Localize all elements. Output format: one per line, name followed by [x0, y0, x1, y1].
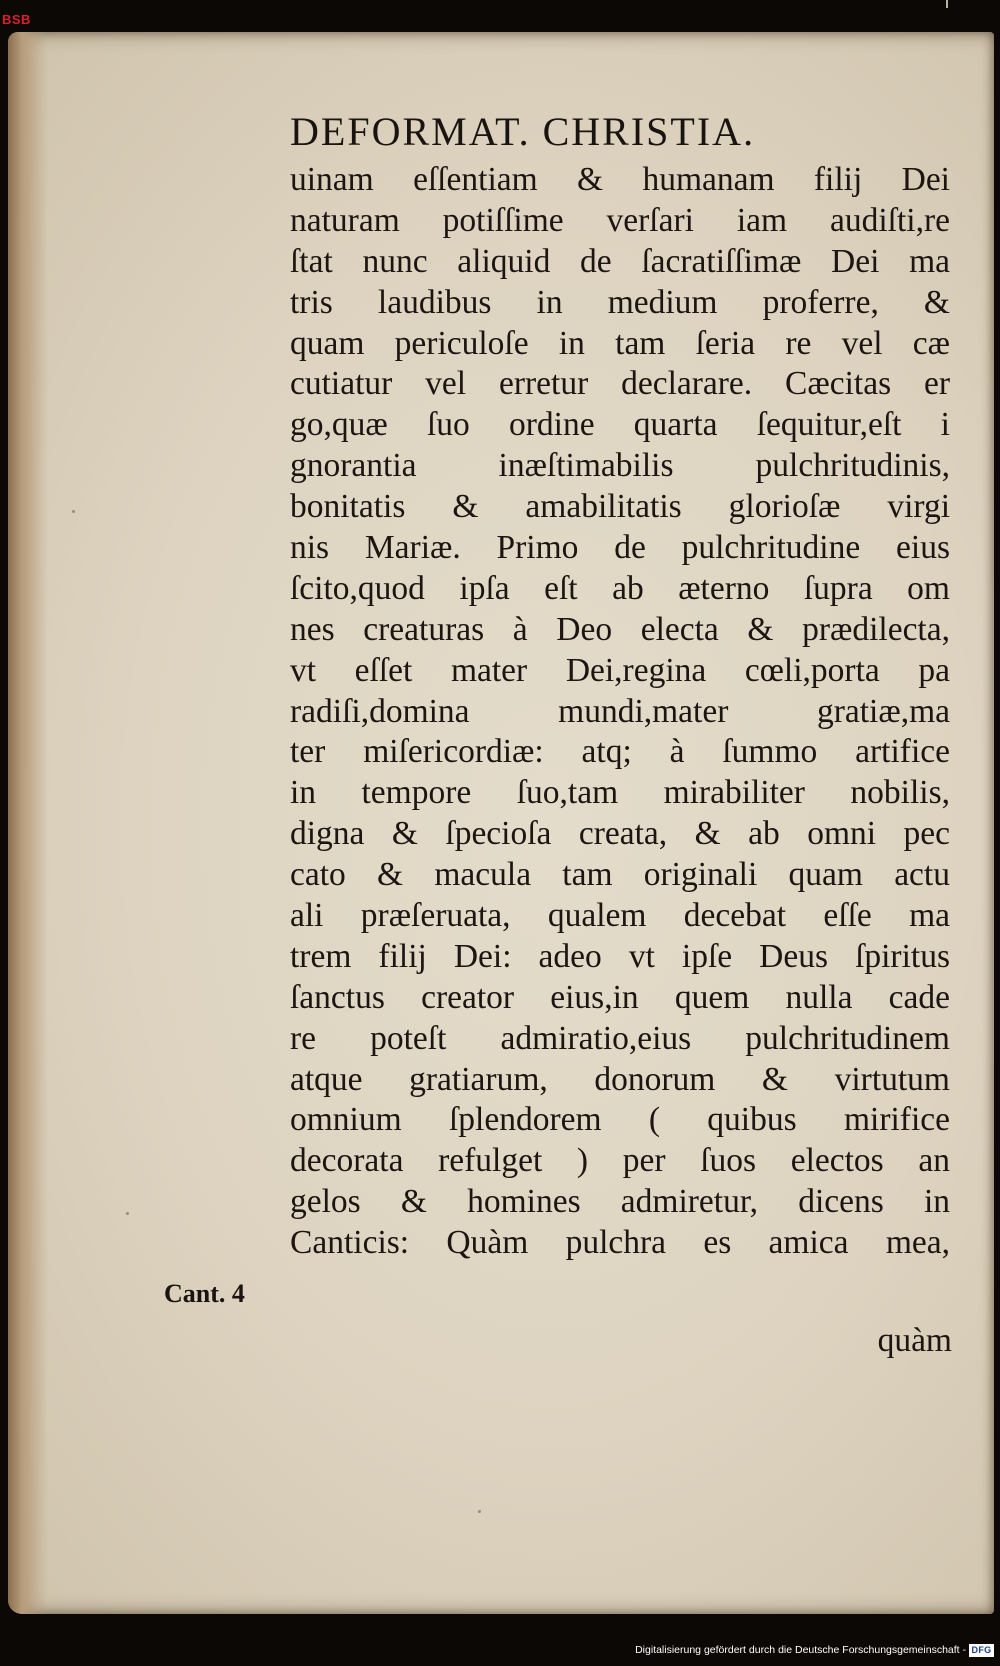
text-line: digna & ſpecioſa creata, & ab omni pec [290, 815, 950, 853]
text-line: atque gratiarum, donorum & virtutum [290, 1060, 950, 1098]
corner-tick-mark [946, 0, 948, 8]
page-gutter-shadow [8, 32, 48, 1614]
text-line: nes creaturas à Deo electa & prædilecta, [290, 610, 950, 648]
margin-note: Cant. 4 [164, 1279, 245, 1308]
dfg-logo: DFG [969, 1644, 994, 1657]
footer-bar [0, 1614, 1000, 1666]
text-line: ter miſericordiæ: atq; à ſummo artifice [290, 733, 950, 771]
paper-speck [72, 510, 75, 513]
text-line: Canticis: Quàm pulchra es amica mea, [290, 1224, 950, 1262]
text-line: vt eſſet mater Dei,regina cœli,porta pa [290, 651, 950, 689]
paper-speck [478, 1510, 481, 1513]
text-line: omnium ſplendorem ( quibus mirifice [290, 1101, 950, 1139]
text-line: gelos & homines admiretur, dicens in [290, 1183, 950, 1221]
catchword: quàm [877, 1322, 952, 1359]
text-line: uinam eſſentiam & humanam filij Dei [290, 161, 950, 198]
text-line: cutiatur vel erretur declarare. Cæcitas er [290, 365, 950, 403]
text-line: in tempore ſuo,tam mirabiliter nobilis, [290, 774, 950, 812]
text-line: ſanctus creator eius,in quem nulla cade [290, 978, 950, 1016]
running-head: DEFORMAT. CHRISTIA. [290, 109, 756, 154]
footer-credit: Digitalisierung gefördert durch die Deutsche Forschungsgemeinschaft - [635, 1644, 966, 1656]
paper-speck [126, 1212, 129, 1215]
text-line: ſtat nunc aliquid de ſacratiſſimæ Dei ma [290, 242, 950, 280]
text-line: cato & macula tam originali quam actu [290, 856, 950, 894]
library-mark: BSB [2, 12, 31, 27]
text-line: radiſi,domina mundi,mater gratiæ,ma [290, 692, 950, 730]
text-line: bonitatis & amabilitatis glorioſæ virgi [290, 488, 950, 526]
text-line: quam periculoſe in tam ſeria re vel cæ [290, 324, 950, 362]
text-line: gnorantia inæſtimabilis pulchritudinis, [290, 447, 950, 485]
text-line: tris laudibus in medium proferre, & [290, 283, 950, 321]
text-line: decorata refulget ) per ſuos electos an [290, 1142, 950, 1180]
page-body-text [290, 160, 950, 1264]
text-line: ali præſeruata, qualem decebat eſſe ma [290, 897, 950, 935]
text-line: naturam potiſſime verſari iam audiſti,re [290, 201, 950, 239]
text-line: nis Mariæ. Primo de pulchritudine eius [290, 529, 950, 567]
text-line: re poteſt admiratio,eius pulchritudinem [290, 1019, 950, 1057]
text-line: go,quæ ſuo ordine quarta ſequitur,eſt i [290, 406, 950, 444]
text-line: trem filij Dei: adeo vt ipſe Deus ſpiritus [290, 937, 950, 975]
text-line: ſcito,quod ipſa eſt ab æterno ſupra om [290, 569, 950, 607]
